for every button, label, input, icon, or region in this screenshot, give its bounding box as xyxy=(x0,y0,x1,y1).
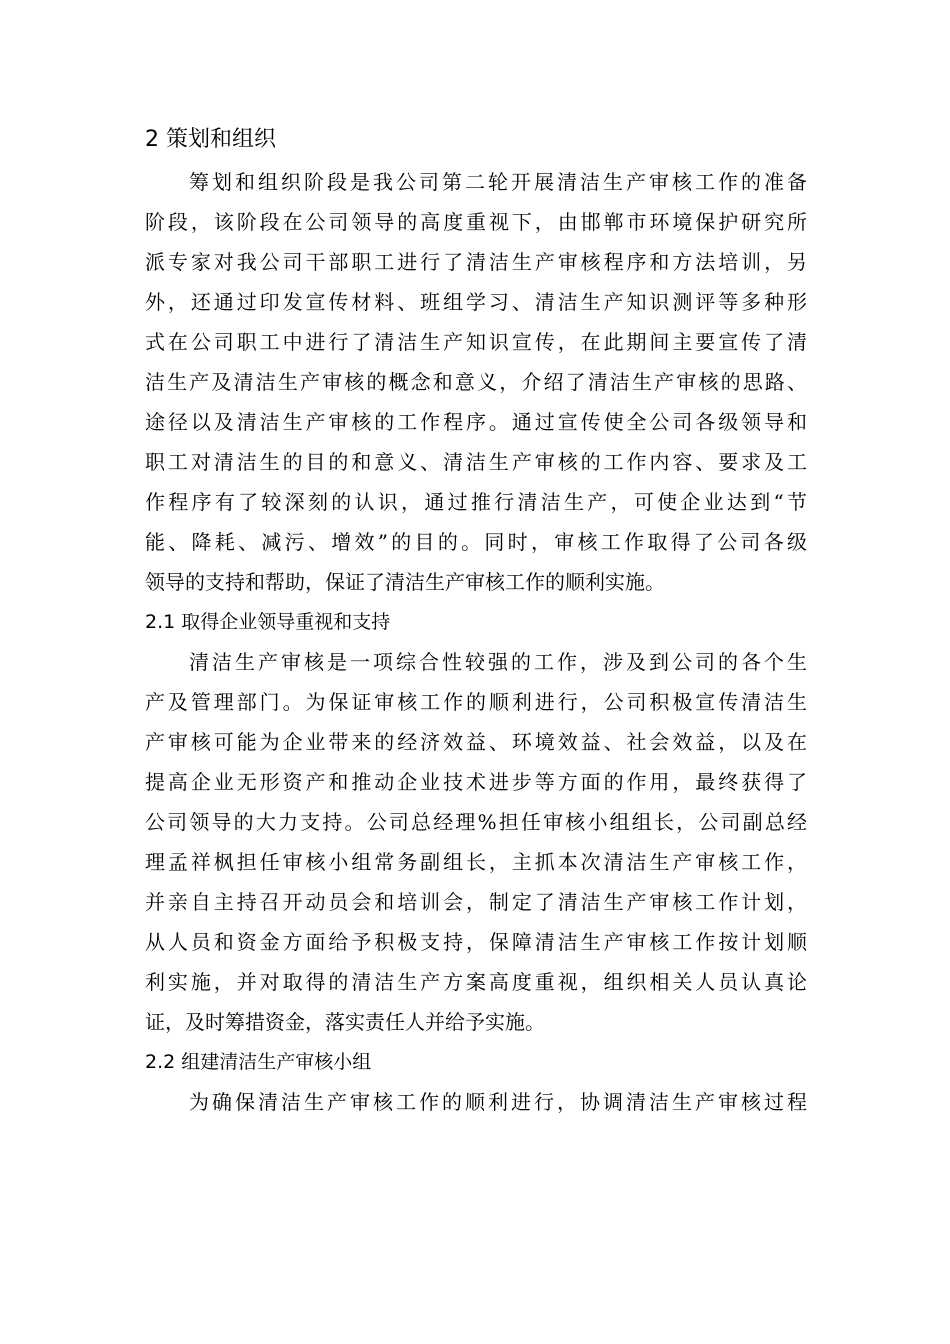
paragraph-line: 职工对清洁生的目的和意义、清洁生产审核的工作内容、要求及工 xyxy=(145,450,807,474)
paragraph-line: 筹划和组织阶段是我公司第二轮开展清洁生产审核工作的准备 xyxy=(189,170,807,194)
paragraph-line: 领导的支持和帮助，保证了清洁生产审核工作的顺利实施。 xyxy=(145,570,665,594)
paragraph-line: 利实施，并对取得的清洁生产方案高度重视，组织相关人员认真论 xyxy=(145,970,807,994)
document-page xyxy=(145,118,807,1122)
paragraph-line: 从人员和资金方面给予积极支持，保障清洁生产审核工作按计划顺 xyxy=(145,930,807,954)
section-body xyxy=(145,162,807,602)
paragraph-line: 为确保清洁生产审核工作的顺利进行，协调清洁生产审核过程 xyxy=(189,1090,807,1114)
paragraph-line: 阶段，该阶段在公司领导的高度重视下，由邯郸市环境保护研究所 xyxy=(145,210,807,234)
subsection-title: 2.1 取得企业领导重视和支持 xyxy=(145,611,391,633)
paragraph-line: 能、降耗、减污、增效”的目的。同时，审核工作取得了公司各级 xyxy=(145,530,807,554)
paragraph-line: 公司领导的大力支持。公司总经理%担任审核小组组长，公司副总经 xyxy=(145,810,807,834)
paragraph-line: 派专家对我公司干部职工进行了清洁生产审核程序和方法培训，另 xyxy=(145,250,807,274)
subsection-title: 2.2 组建清洁生产审核小组 xyxy=(145,1051,372,1073)
paragraph-line: 理孟祥枫担任审核小组常务副组长，主抓本次清洁生产审核工作， xyxy=(145,850,807,874)
paragraph-line: 并亲自主持召开动员会和培训会，制定了清洁生产审核工作计划， xyxy=(145,890,807,914)
subsection-body xyxy=(145,1082,807,1122)
paragraph-line: 洁生产及清洁生产审核的概念和意义，介绍了清洁生产审核的思路、 xyxy=(145,370,807,394)
paragraph-line: 提高企业无形资产和推动企业技术进步等方面的作用，最终获得了 xyxy=(145,770,807,794)
paragraph-line: 式在公司职工中进行了清洁生产知识宣传，在此期间主要宣传了清 xyxy=(145,330,807,354)
paragraph-line: 产及管理部门。为保证审核工作的顺利进行，公司积极宣传清洁生 xyxy=(145,690,807,714)
paragraph-line: 途径以及清洁生产审核的工作程序。通过宣传使全公司各级领导和 xyxy=(145,410,807,434)
paragraph-line: 证，及时筹措资金，落实责任人并给予实施。 xyxy=(145,1010,545,1034)
paragraph-line: 清洁生产审核是一项综合性较强的工作，涉及到公司的各个生 xyxy=(189,650,807,674)
paragraph-line: 产审核可能为企业带来的经济效益、环境效益、社会效益，以及在 xyxy=(145,730,807,754)
subsection-body xyxy=(145,642,807,1042)
paragraph-line: 作程序有了较深刻的认识，通过推行清洁生产，可使企业达到“节 xyxy=(145,490,807,514)
section-title: 2 策划和组织 xyxy=(145,127,276,152)
paragraph-line: 外，还通过印发宣传材料、班组学习、清洁生产知识测评等多种形 xyxy=(145,290,807,314)
